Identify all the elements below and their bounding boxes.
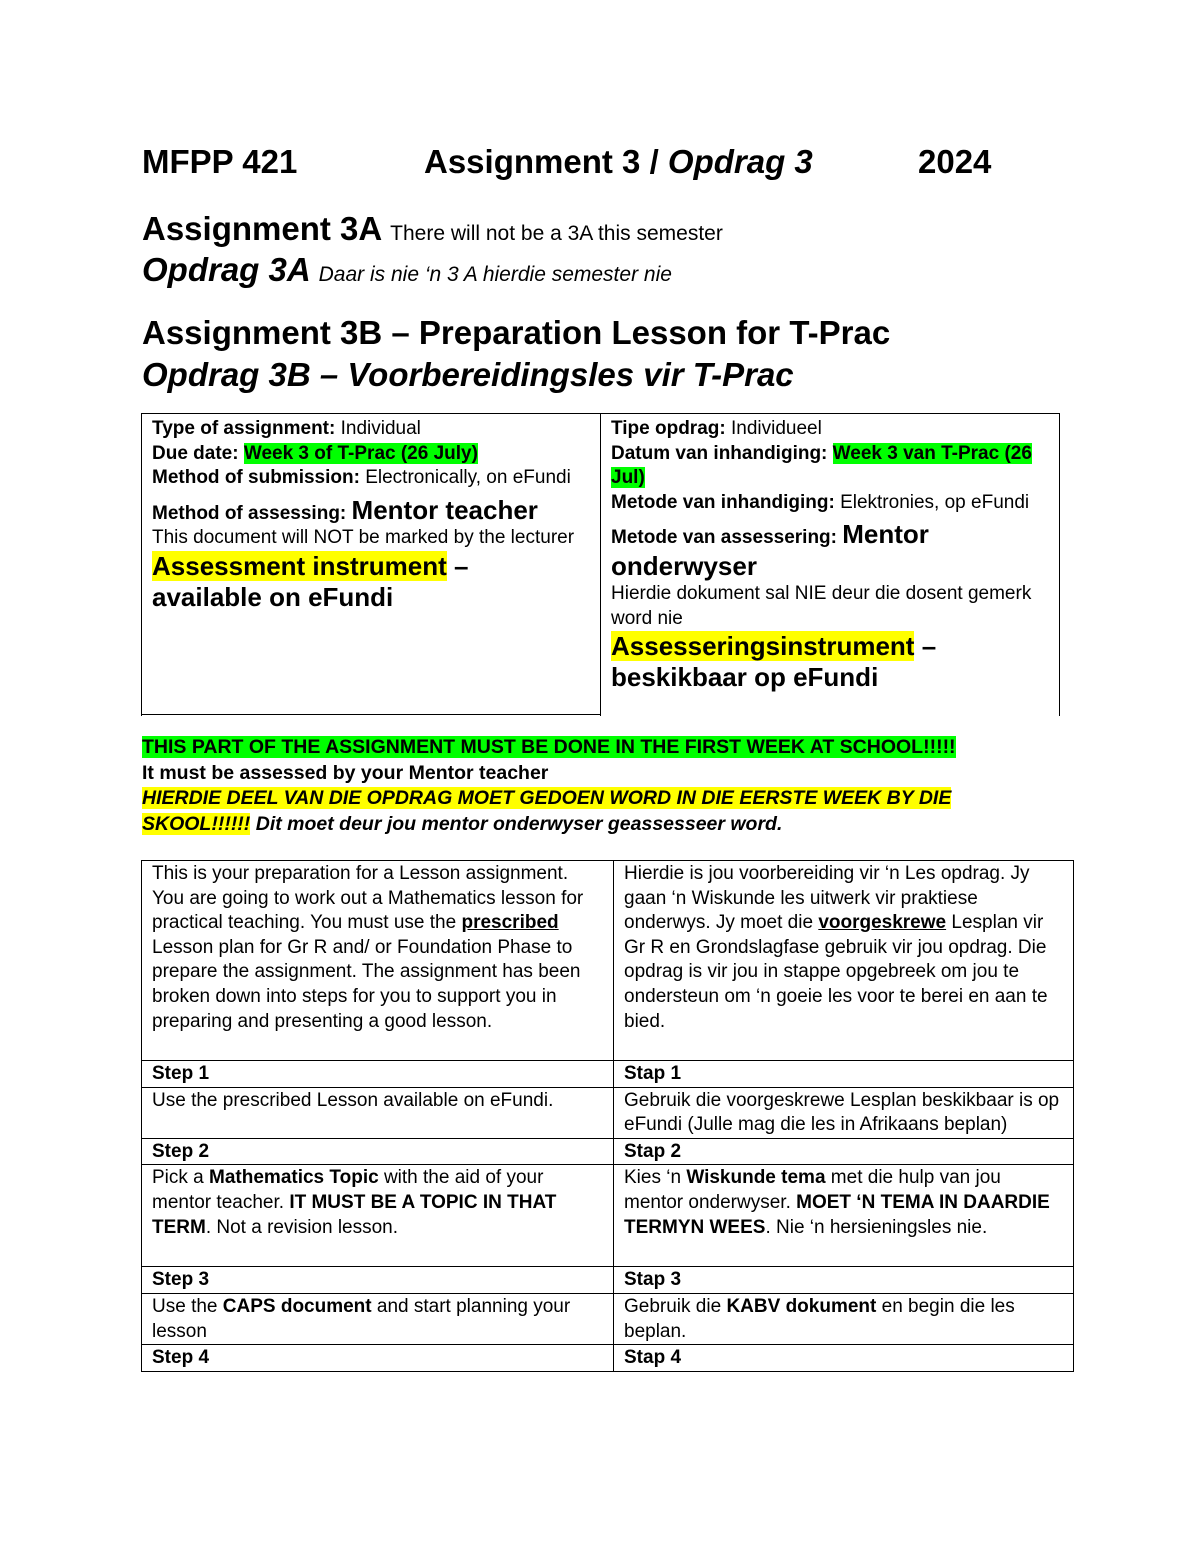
section-3b-af-title: Opdrag 3B – Voorbereidingsles vir T-Prac bbox=[142, 356, 794, 393]
steps-table bbox=[141, 860, 1074, 1372]
table-row: Use the prescribed Lesson available on eFundi. Gebruik die voorgeskrewe Lesplan beskikbaar is op eFundi (Julle mag die les in Afrikaans beplan) bbox=[142, 1087, 1074, 1138]
due-date-af-highlight: Week 3 van T-Prac (26 Jul) bbox=[611, 442, 1032, 488]
table-row: Step 3 Stap 3 bbox=[142, 1267, 1074, 1294]
intro-en: This is your preparation for a Lesson assignment. You are going to work out a Mathematics lesson for practical teaching. You must use the prescribed Lesson plan for Gr R and/ or Foundation Phase to prepare the assignment. The assignment has been broken down into steps for you to support you in preparing and presenting a good lesson. bbox=[142, 861, 614, 1061]
not-marked-note-af: Hierdie dokument sal NIE deur die dosent gemerk word nie bbox=[611, 583, 1032, 629]
table-row bbox=[142, 861, 1074, 1061]
table-row: Pick a Mathematics Topic with the aid of your mentor teacher. IT MUST BE A TOPIC IN THAT TERM. Not a revision lesson. Kies ‘n Wiskunde tema met die hulp van jou mentor onderwyser. MOET ‘N TEMA IN DAARDIE TERMYN WEES. Nie ‘n hersieningsles nie. bbox=[142, 1165, 1074, 1267]
document-header bbox=[142, 143, 1042, 183]
table-row: Step 1 Stap 1 bbox=[142, 1061, 1074, 1088]
info-cell-en: Type of assignment: Individual Due date: Week 3 of T-Prac (26 July) Method of submission: Electronically, on eFundi Method of assessing: Mentor teacher This document will NOT be marked by the lecturer Assessment instrument – available on eFundi bbox=[142, 414, 601, 716]
not-marked-note: This document will NOT be marked by the lecturer bbox=[152, 527, 575, 548]
assessment-instrument-af-highlight: Assesseringsinstrument bbox=[611, 631, 915, 661]
first-week-notice: THIS PART OF THE ASSIGNMENT MUST BE DONE IN THE FIRST WEEK AT SCHOOL!!!!! It must be assessed by your Mentor teacher HIERDIE DEEL VAN DIE OPDRAG MOET GEDOEN WORD IN DIE EERSTE WEEK BY DIE SKOOL!!!!!! Dit moet deur jou mentor onderwyser geassesseer word. bbox=[142, 736, 956, 835]
section-3b-en-title: Assignment 3B – Preparation Lesson for T-Prac bbox=[142, 314, 891, 351]
section-3a-af: Opdrag 3A Daar is nie ‘n 3 A hierdie semester nie bbox=[142, 251, 672, 288]
year: 2024 bbox=[918, 143, 992, 180]
table-row: Use the CAPS document and start planning your lesson Gebruik die KABV dokument en begin die les beplan. bbox=[142, 1293, 1074, 1344]
table-row: Step 2 Stap 2 bbox=[142, 1138, 1074, 1165]
table-row: Step 4 Stap 4 bbox=[142, 1345, 1074, 1372]
intro-af: Hierdie is jou voorbereiding vir ‘n Les opdrag. Jy gaan ‘n Wiskunde les uitwerk vir praktiese onderwys. Jy moet die voorgeskrewe Lesplan vir Gr R en Grondslagfase gebruik vir jou opdrag. Die opdrag is vir jou in stappe opgebreek om jou te ondersteun om ‘n goeie les voor te berei en aan te bied. bbox=[614, 861, 1074, 1061]
course-code: MFPP 421 bbox=[142, 143, 298, 180]
section-3a-en: Assignment 3A There will not be a 3A this semester bbox=[142, 210, 723, 247]
info-cell-af: Tipe opdrag: Individueel Datum van inhandiging: Week 3 van T-Prac (26 Jul) Metode van inhandiging: Elektronies, op eFundi Metode van assessering: Mentor onderwyser Hierdie dokument sal NIE deur die dosent gemerk word nie Assesseringsinstrument – beskikbaar op eFundi bbox=[601, 414, 1058, 716]
assignment-title: Assignment 3 / Opdrag 3 bbox=[424, 143, 813, 180]
assignment-info-table bbox=[141, 413, 1060, 716]
due-date-highlight: Week 3 of T-Prac (26 July) bbox=[243, 442, 478, 464]
assessment-instrument-highlight: Assessment instrument bbox=[152, 550, 447, 581]
info-table-bottom-border bbox=[141, 714, 600, 715]
